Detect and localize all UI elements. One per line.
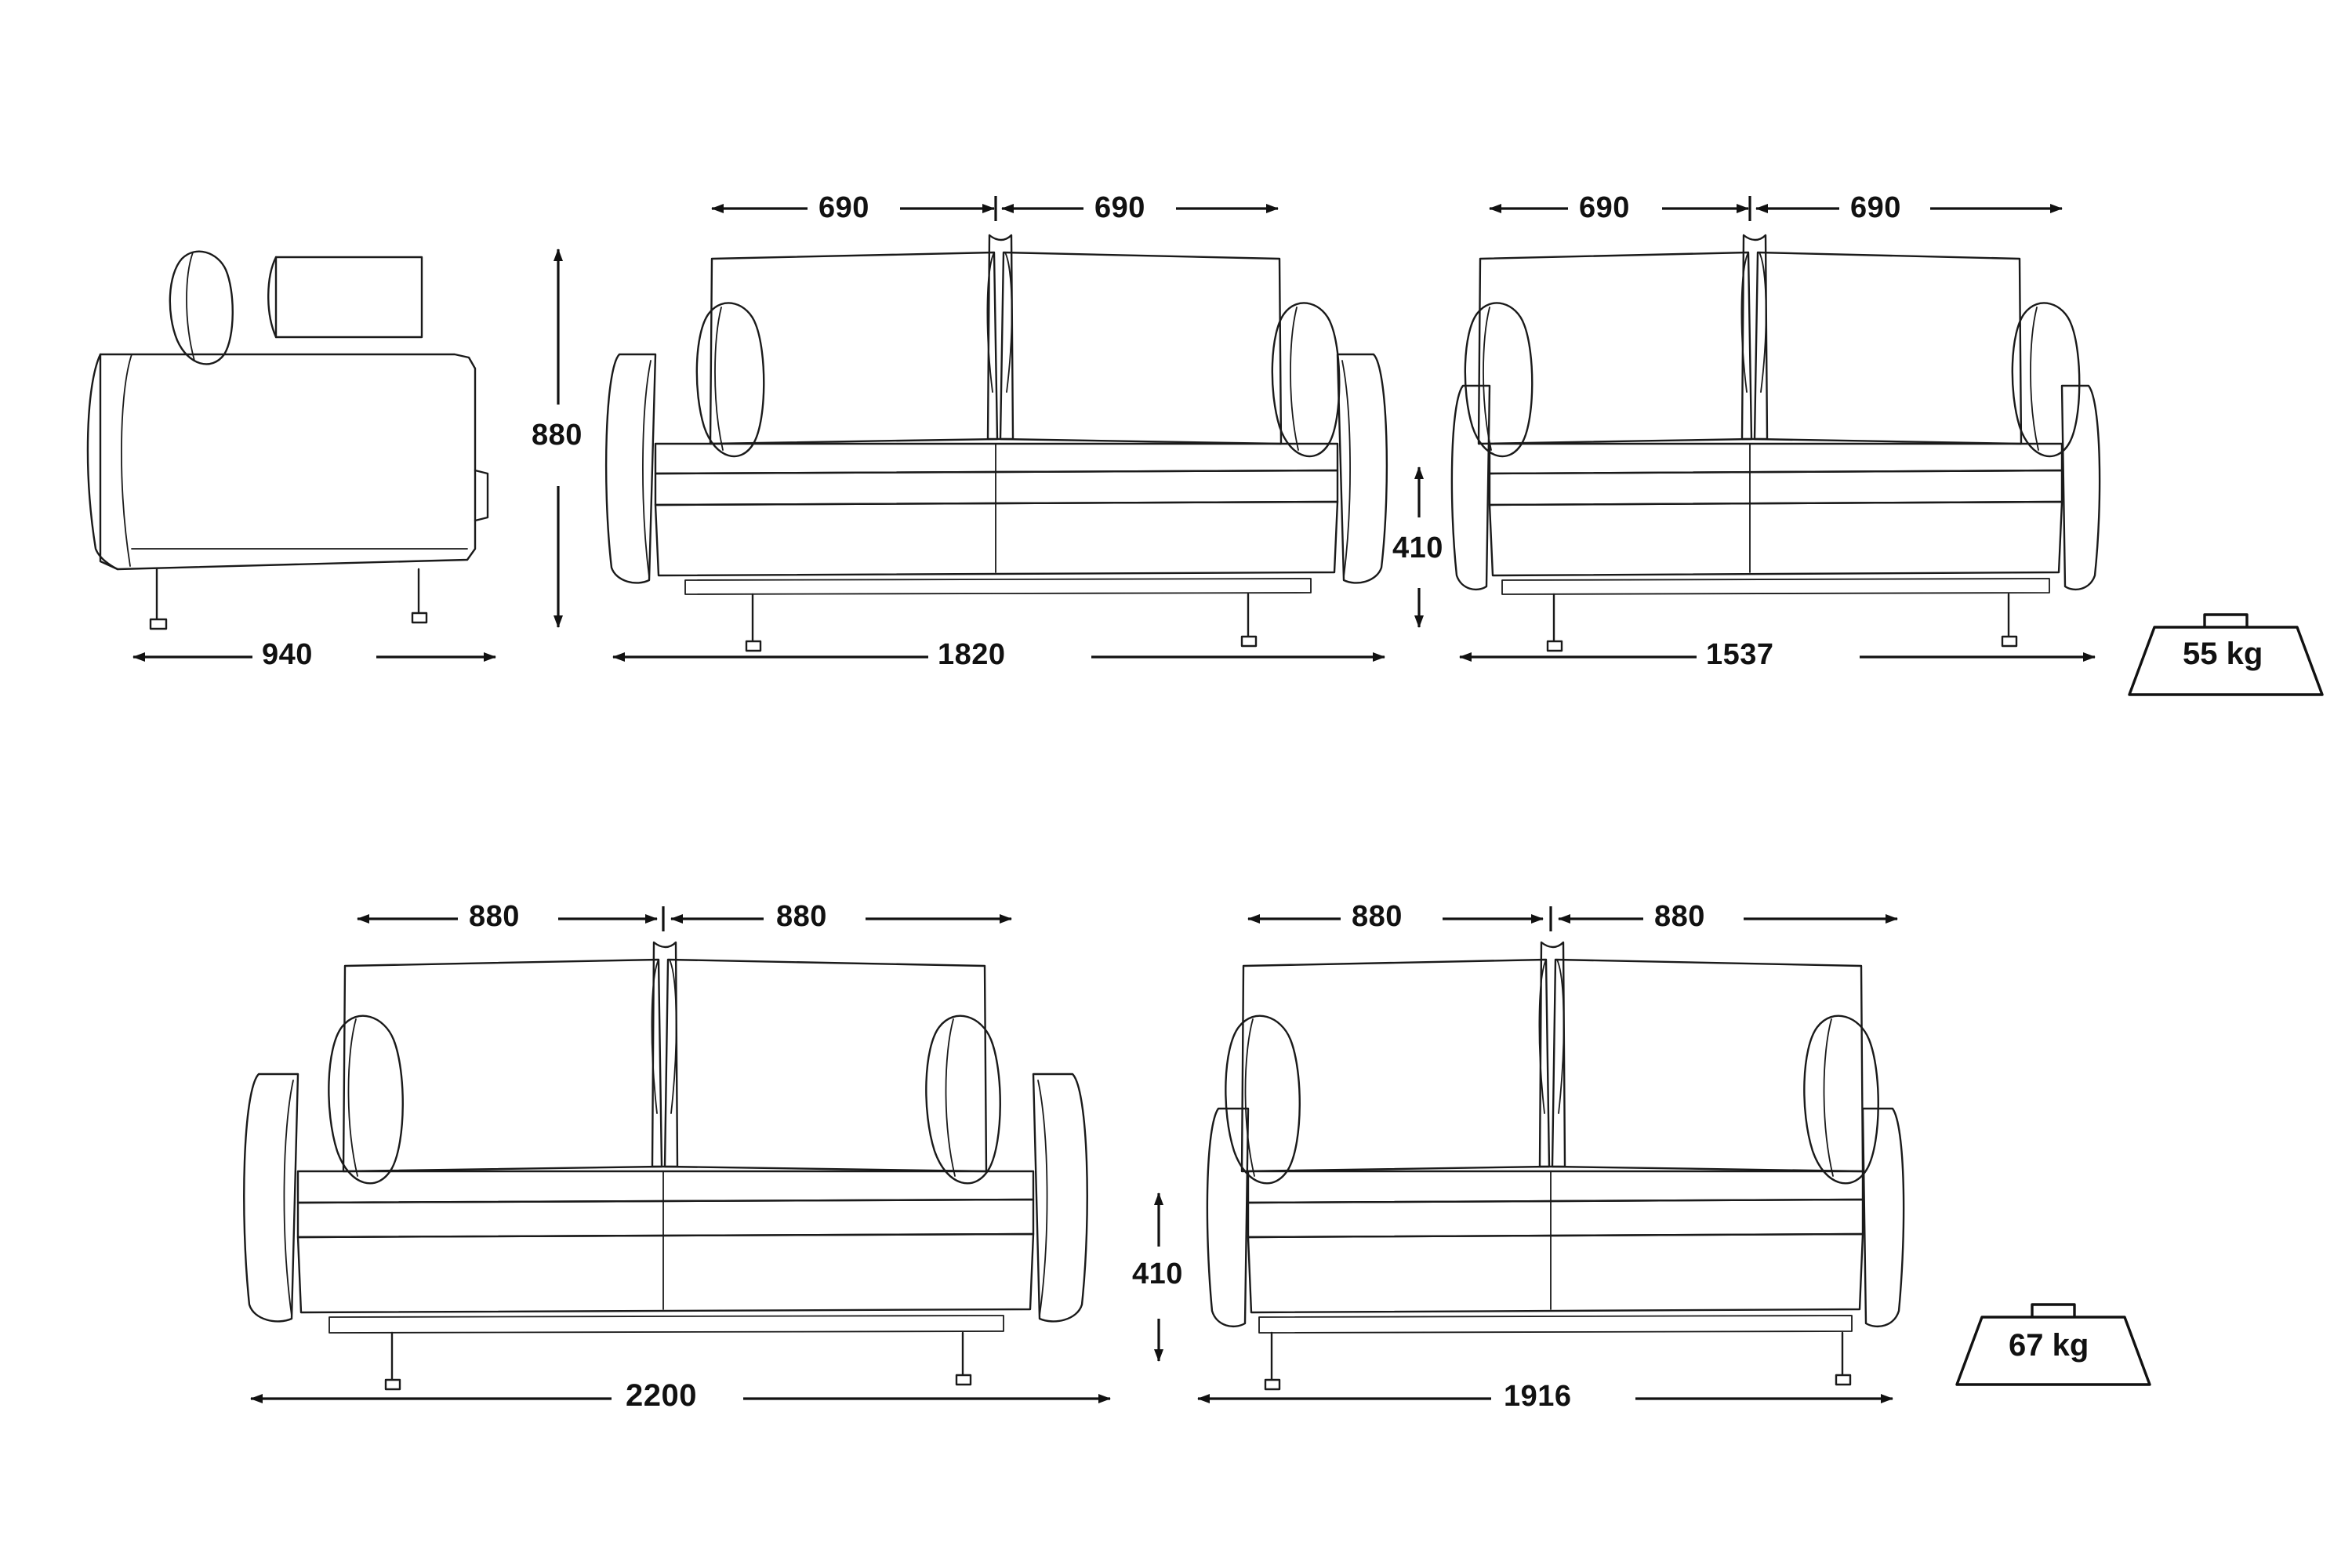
- dim-label-880-b: 880: [776, 900, 827, 933]
- sofa-2200-drawing: [244, 942, 1087, 1389]
- dim-label-690-c: 690: [1579, 191, 1630, 224]
- sofa-1820-drawing: [606, 235, 1387, 651]
- sofa-1916-drawing: [1207, 942, 1904, 1389]
- weight-label-55: 55 kg: [2183, 637, 2263, 671]
- dim-label-880-a: 880: [469, 900, 520, 933]
- dim-label-690-a: 690: [818, 191, 869, 224]
- dim-label-1537: 1537: [1706, 638, 1774, 671]
- dim-label-1916: 1916: [1504, 1380, 1572, 1413]
- dim-label-880-d: 880: [1654, 900, 1705, 933]
- dim-label-880-height: 880: [532, 419, 583, 452]
- dim-label-410-bottom: 410: [1132, 1258, 1183, 1290]
- dim-label-690-b: 690: [1094, 191, 1145, 224]
- weight-label-67: 67 kg: [2009, 1328, 2089, 1363]
- dim-label-940: 940: [262, 638, 313, 671]
- dim-label-2200: 2200: [626, 1378, 697, 1413]
- dim-label-880-c: 880: [1352, 900, 1403, 933]
- side-view-drawing: [88, 252, 488, 629]
- dim-label-690-d: 690: [1850, 191, 1901, 224]
- sofa-1537-drawing: [1452, 235, 2100, 651]
- dim-label-1820: 1820: [938, 638, 1006, 671]
- dim-label-410-top: 410: [1392, 532, 1443, 564]
